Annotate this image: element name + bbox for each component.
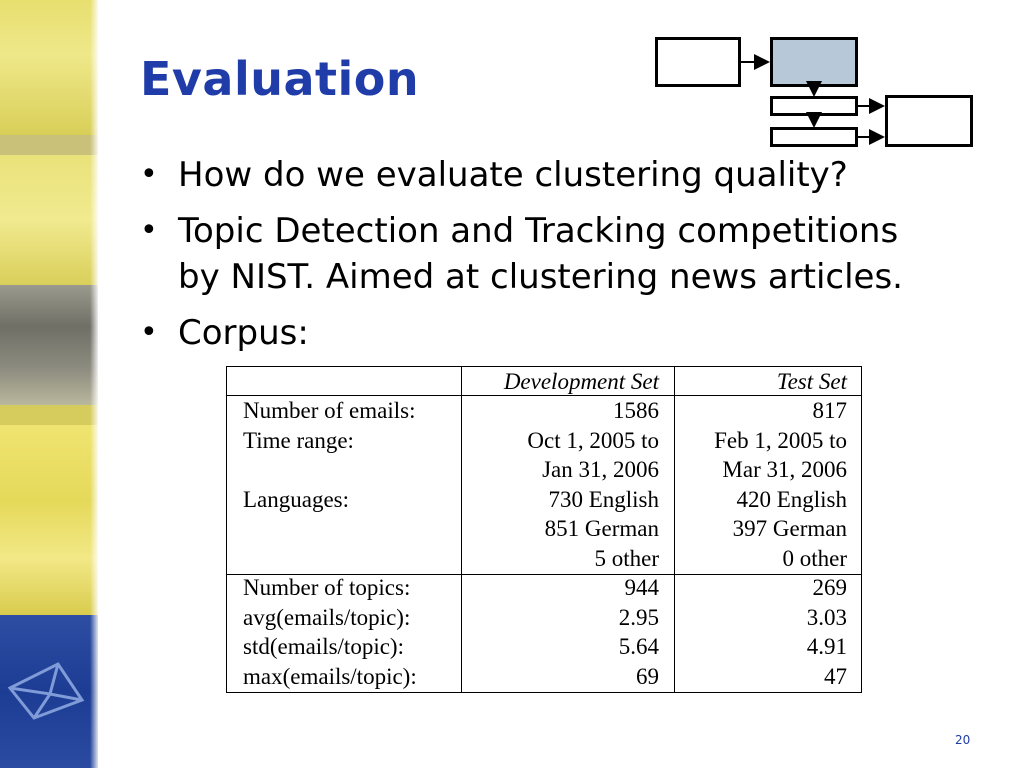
test-value: 397 German xyxy=(732,516,847,541)
test-value: 269 xyxy=(812,575,847,600)
dev-value: Oct 1, 2005 to xyxy=(527,427,659,453)
test-value: 0 other xyxy=(782,545,847,571)
bullet-text: How do we evaluate clustering quality? xyxy=(178,155,848,195)
dev-value: 69 xyxy=(636,663,659,689)
test-value: 817 xyxy=(812,398,847,423)
row-label: Number of emails: xyxy=(243,398,416,423)
bullet-text: Corpus: xyxy=(178,313,309,353)
bullet-item xyxy=(140,310,960,356)
row-label xyxy=(243,514,463,544)
test-value: 420 English xyxy=(736,486,847,512)
dev-value: 1586 xyxy=(613,398,659,423)
strip-fade-edge xyxy=(90,0,98,768)
bullet-dot-icon: • xyxy=(140,315,158,350)
dev-value: 2.95 xyxy=(618,604,659,630)
bullet-item xyxy=(140,152,960,198)
row-label: std(emails/topic): xyxy=(243,634,404,659)
test-value: Feb 1, 2005 to xyxy=(714,427,847,453)
row-label: max(emails/topic): xyxy=(243,663,417,689)
envelope-icon xyxy=(6,660,86,720)
decorative-side-strip xyxy=(0,0,98,768)
test-value: 47 xyxy=(824,663,847,689)
dev-value: Jan 31, 2006 xyxy=(542,457,659,482)
row-label: Languages: xyxy=(243,486,350,512)
dev-value: 944 xyxy=(624,575,659,600)
bullet-dot-icon: • xyxy=(140,213,158,248)
test-value: 3.03 xyxy=(806,604,847,630)
dev-value: 5 other xyxy=(594,545,659,571)
strip-segment xyxy=(0,425,98,615)
strip-segment xyxy=(0,0,98,135)
bullet-text: Topic Detection and Tracking competitions by NIST. Aimed at clustering news articles. xyxy=(178,211,903,297)
column-header-test: Test Set xyxy=(776,369,847,394)
column-header-dev: Development Set xyxy=(503,369,659,394)
dev-value: 5.64 xyxy=(618,634,659,659)
diagram-arrows xyxy=(650,33,980,151)
bullet-list xyxy=(140,152,960,366)
table-divider xyxy=(674,367,675,692)
pipeline-diagram xyxy=(650,33,980,151)
corpus-table xyxy=(226,366,862,693)
row-label xyxy=(243,455,463,485)
test-value: Mar 31, 2006 xyxy=(722,457,847,482)
test-value: 4.91 xyxy=(806,634,847,659)
row-label xyxy=(243,544,463,574)
strip-segment xyxy=(0,155,98,285)
row-label: Time range: xyxy=(243,427,354,453)
row-label: Number of topics: xyxy=(243,575,411,600)
strip-segment xyxy=(0,285,98,405)
strip-segment xyxy=(0,405,98,425)
dev-value: 851 German xyxy=(544,516,659,541)
dev-value: 730 English xyxy=(548,486,659,512)
page-number: 20 xyxy=(955,733,971,747)
slide-title: Evaluation xyxy=(140,52,420,106)
row-label: avg(emails/topic): xyxy=(243,604,411,630)
bullet-dot-icon: • xyxy=(140,157,158,192)
bullet-item xyxy=(140,208,960,300)
strip-segment xyxy=(0,135,98,155)
